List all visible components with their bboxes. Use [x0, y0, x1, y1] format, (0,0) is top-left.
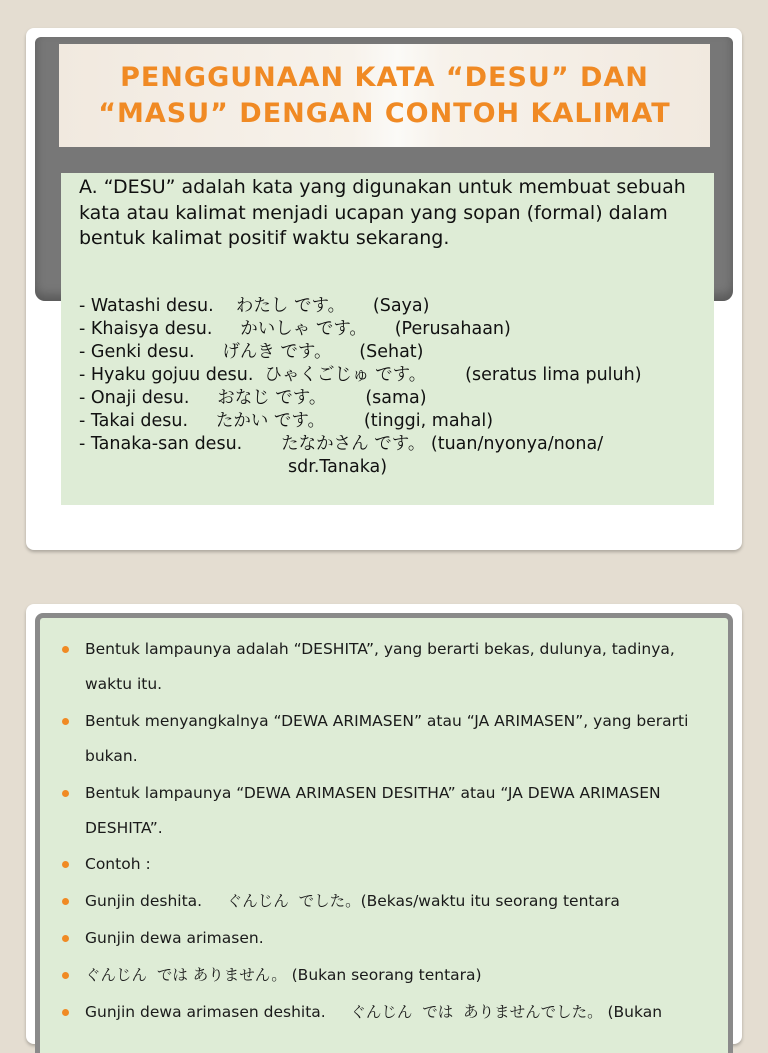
bullet-item — [85, 847, 725, 882]
bullet-dot-icon — [62, 861, 69, 868]
bullet-text: Contoh : — [85, 855, 151, 873]
bullet-item — [85, 995, 733, 1030]
bullet-item — [85, 921, 725, 956]
bullet-dot-icon — [62, 646, 69, 653]
bullet-dot-icon — [62, 935, 69, 942]
bullet-item — [85, 704, 725, 774]
slide-1 — [26, 28, 742, 550]
example-item: - Tanaka-san desu. たなかさん です。 (tuan/nyonya/nona/ — [79, 434, 604, 454]
example-item: - Hyaku gojuu desu. ひゃくごじゅ です。 (seratus lima puluh) — [79, 365, 642, 385]
example-item: - Genki desu. げんき です。 (Sehat) — [79, 342, 424, 362]
slide-2-content — [35, 613, 733, 1053]
slide-title: PENGGUNAAN KATA “DESU” DAN “MASU” DENGAN CONTOH KALIMAT — [98, 61, 671, 129]
example-item: - Takai desu. たかい です。 (tinggi, mahal) — [79, 411, 494, 431]
bullet-text: Gunjin dewa arimasen deshita. ぐんじん では ありませんでした。 (Bukan — [85, 1003, 663, 1021]
bullet-item — [85, 632, 725, 702]
bullet-item — [85, 884, 733, 919]
bullet-dot-icon — [62, 898, 69, 905]
slide-2 — [26, 604, 742, 1044]
bullet-dot-icon — [62, 1009, 69, 1016]
bullet-text: Gunjin deshita. ぐんじん でした。(Bekas/waktu itu seorang tentara — [85, 892, 620, 910]
intro-paragraph: A. “DESU” adalah kata yang digunakan untuk membuat sebuah kata atau kalimat menjadi ucapan yang sopan (formal) dalam bentuk kalimat positif waktu sekarang. — [79, 176, 686, 249]
bullet-text: Bentuk menyangkalnya “DEWA ARIMASEN” atau “JA ARIMASEN”, yang berarti bukan. — [85, 712, 694, 765]
bullet-text: Bentuk lampaunya adalah “DESHITA”, yang berarti bekas, dulunya, tadinya, waktu itu. — [85, 640, 680, 693]
example-list — [79, 295, 642, 456]
example-continuation: sdr.Tanaka) — [288, 457, 388, 477]
bullet-item — [85, 958, 725, 993]
bullet-dot-icon — [62, 972, 69, 979]
example-item: - Onaji desu. おなじ です。 (sama) — [79, 388, 427, 408]
bullet-dot-icon — [62, 718, 69, 725]
bullet-text: Gunjin dewa arimasen. — [85, 929, 264, 947]
bullet-item — [85, 776, 725, 846]
bullet-text: Bentuk lampaunya “DEWA ARIMASEN DESITHA” atau “JA DEWA ARIMASEN DESHITA”. — [85, 784, 666, 837]
title-box — [59, 44, 710, 147]
example-item: - Watashi desu. わたし です。 (Saya) — [79, 296, 430, 316]
slide-1-content — [61, 173, 714, 505]
bullet-dot-icon — [62, 790, 69, 797]
bullet-text: ぐんじん では ありません。 (Bukan seorang tentara) — [85, 966, 482, 984]
example-item: - Khaisya desu. かいしゃ です。 (Perusahaan) — [79, 319, 511, 339]
